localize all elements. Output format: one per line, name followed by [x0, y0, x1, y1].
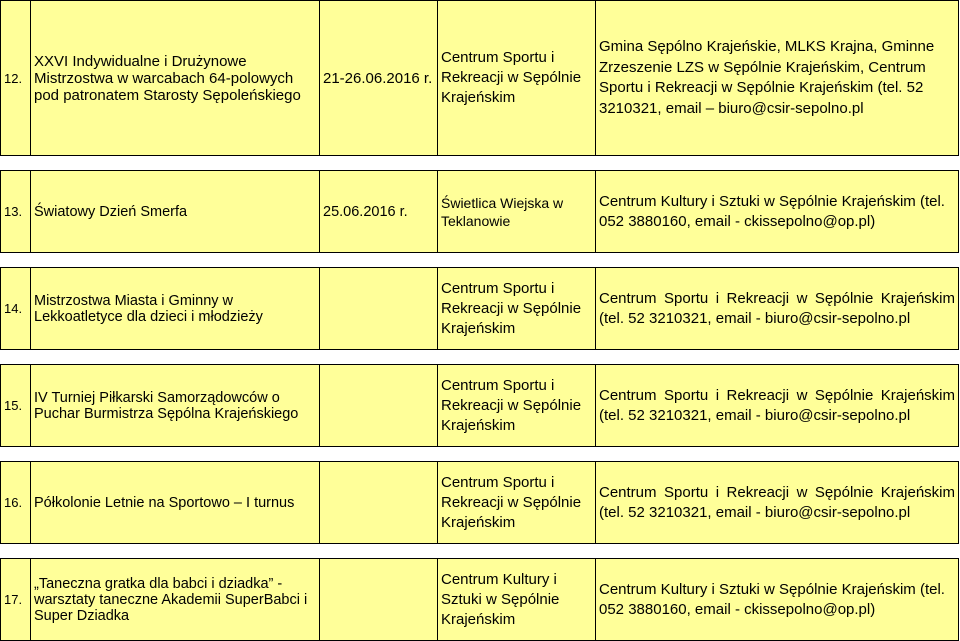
event-name: „Taneczna gratka dla babci i dziadka” - warsztaty taneczne Akademii SuperBabci i Super Dziadka — [31, 559, 320, 641]
row-spacer — [1, 544, 959, 559]
event-name: Mistrzostwa Miasta i Gminny w Lekkoatletyce dla dzieci i młodzieży — [31, 268, 320, 350]
event-organizer: Gmina Sępólno Krajeńskie, MLKS Krajna, Gminne Zrzeszenie LZS w Sępólnie Krajeńskim, Centrum Sportu i Rekreacji w Sępólnie Krajeńskim (tel. 52 3210321, email – biuro@csir-sepolno.pl — [596, 1, 959, 156]
table-row — [1, 171, 959, 253]
event-place: Centrum Sportu i Rekreacji w Sępólnie Krajeńskim — [438, 268, 596, 350]
row-spacer — [1, 156, 959, 171]
event-place: Świetlica Wiejska w Teklanowie — [438, 171, 596, 253]
event-place: Centrum Sportu i Rekreacji w Sępólnie Krajeńskim — [438, 1, 596, 156]
event-place: Centrum Sportu i Rekreacji w Sępólnie Krajeńskim — [438, 365, 596, 447]
event-date — [320, 462, 438, 544]
event-organizer: Centrum Sportu i Rekreacji w Sępólnie Krajeńskim (tel. 52 3210321, email - biuro@csir-sepolno.pl — [596, 462, 959, 544]
row-number: 13. — [1, 171, 31, 253]
table-row — [1, 462, 959, 544]
event-place: Centrum Kultury i Sztuki w Sępólnie Krajeńskim — [438, 559, 596, 641]
table-row — [1, 268, 959, 350]
event-name: IV Turniej Piłkarski Samorządowców o Puchar Burmistrza Sępólna Krajeńskiego — [31, 365, 320, 447]
event-organizer: Centrum Sportu i Rekreacji w Sępólnie Krajeńskim (tel. 52 3210321, email - biuro@csir-sepolno.pl — [596, 268, 959, 350]
table-row — [1, 559, 959, 641]
event-date: 25.06.2016 r. — [320, 171, 438, 253]
event-date: 21-26.06.2016 r. — [320, 1, 438, 156]
event-name: XXVI Indywidualne i Drużynowe Mistrzostwa w warcabach 64-polowych pod patronatem Starosty Sępoleńskiego — [31, 1, 320, 156]
row-number: 15. — [1, 365, 31, 447]
event-place: Centrum Sportu i Rekreacji w Sępólnie Krajeńskim — [438, 462, 596, 544]
table-row — [1, 1, 959, 156]
table-row — [1, 365, 959, 447]
event-date — [320, 365, 438, 447]
event-name: Półkolonie Letnie na Sportowo – I turnus — [31, 462, 320, 544]
event-organizer: Centrum Kultury i Sztuki w Sępólnie Krajeńskim (tel. 052 3880160, email - ckissepolno@op.pl) — [596, 171, 959, 253]
event-date — [320, 559, 438, 641]
event-name: Światowy Dzień Smerfa — [31, 171, 320, 253]
row-number: 12. — [1, 1, 31, 156]
row-number: 16. — [1, 462, 31, 544]
row-number: 17. — [1, 559, 31, 641]
event-organizer: Centrum Kultury i Sztuki w Sępólnie Krajeńskim (tel. 052 3880160, email - ckissepolno@op.pl) — [596, 559, 959, 641]
row-spacer — [1, 253, 959, 268]
row-number: 14. — [1, 268, 31, 350]
row-spacer — [1, 447, 959, 462]
event-date — [320, 268, 438, 350]
row-spacer — [1, 350, 959, 365]
event-organizer: Centrum Sportu i Rekreacji w Sępólnie Krajeńskim (tel. 52 3210321, email - biuro@csir-sepolno.pl — [596, 365, 959, 447]
